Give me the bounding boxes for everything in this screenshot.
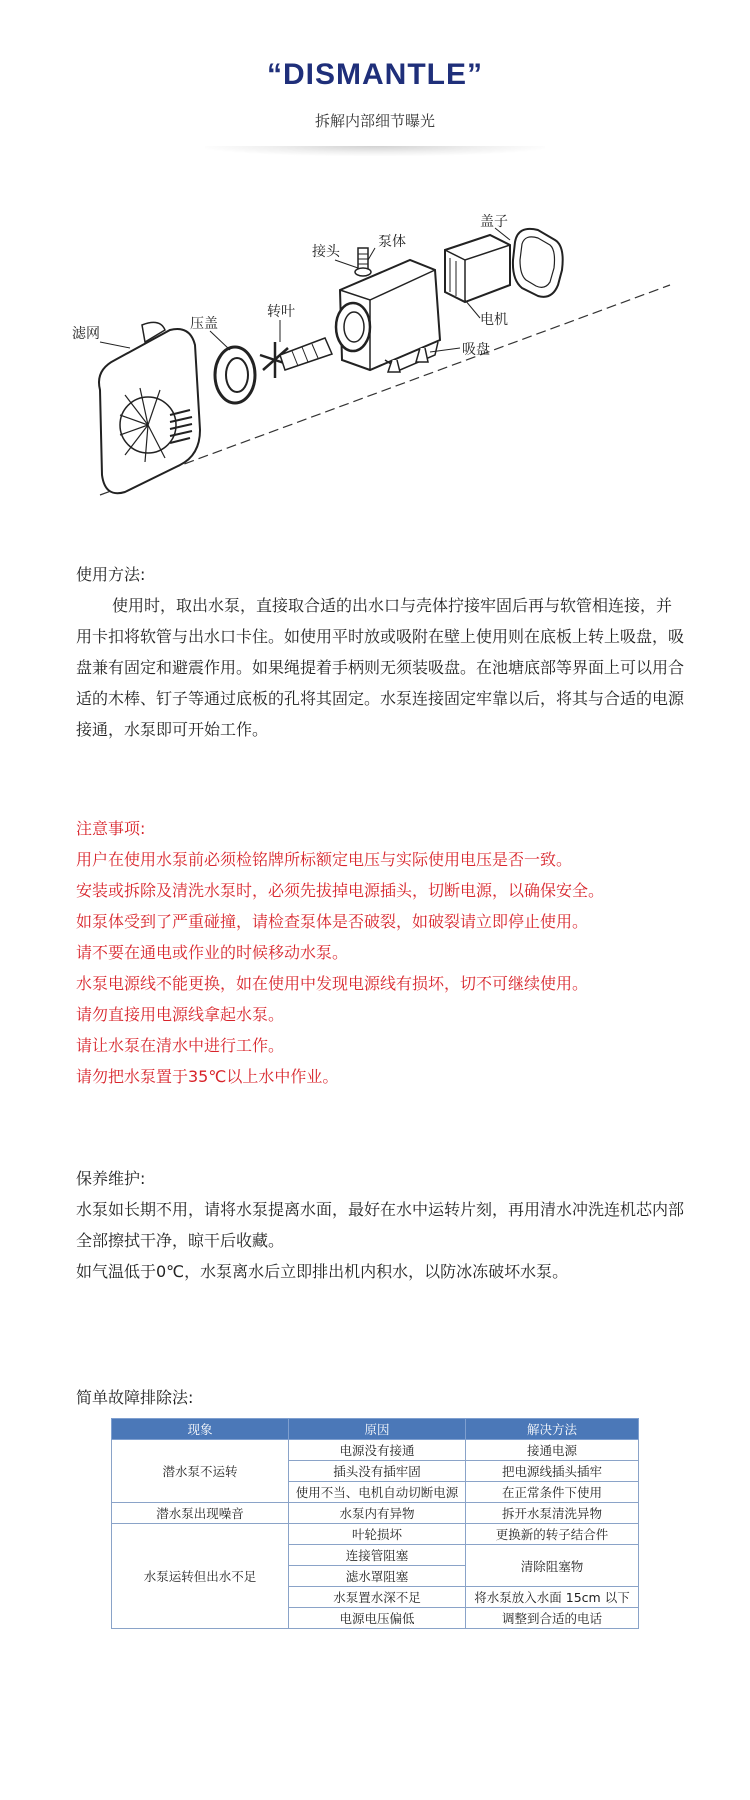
label-impeller: 转叶 <box>267 304 295 320</box>
table-row <box>112 1503 639 1524</box>
solution-cell: 把电源线插头插牢 <box>466 1461 639 1482</box>
label-press-cover: 压盖 <box>190 316 218 332</box>
notes-title: 注意事项: <box>76 819 146 838</box>
filter-screen-part <box>99 322 200 493</box>
page-header <box>0 0 750 160</box>
table-header-row <box>112 1419 639 1440</box>
cause-cell: 滤水罩阻塞 <box>289 1566 466 1587</box>
maintenance-para-2: 如气温低于0℃，水泵离水后立即排出机内积水，以防冰冻破坏水泵。 <box>76 1262 569 1281</box>
table-row <box>112 1524 639 1545</box>
motor-part <box>445 235 510 302</box>
header-cause: 原因 <box>289 1419 466 1440</box>
table-row <box>112 1440 639 1461</box>
cause-cell: 电源没有接通 <box>289 1440 466 1461</box>
usage-text: 使用时，取出水泵，直接取合适的出水口与壳体拧接牢固后再与软管相连接，并用卡扣将软管与出水口卡住。如使用平时放或吸附在壁上使用则在底板上转上吸盘，吸盘兼有固定和避震作用。如果绳提着手柄则无须装吸盘。在池塘底部等界面上可以用合适的木棒、钉子等通过底板的孔将其固定。水泵连接固定牢靠以后，将其与合适的电源接通，水泵即可开始工作。 <box>76 596 685 739</box>
note-line: 请不要在通电或作业的时候移动水泵。 <box>76 943 349 962</box>
cause-cell: 水泵内有异物 <box>289 1503 466 1524</box>
symptom-cell: 潜水泵出现噪音 <box>112 1503 289 1524</box>
solution-cell: 接通电源 <box>466 1440 639 1461</box>
troubleshooting-title: 简单故障排除法: <box>76 1388 194 1407</box>
cause-cell: 叶轮损坏 <box>289 1524 466 1545</box>
cause-cell: 电源电压偏低 <box>289 1608 466 1629</box>
note-line: 请勿把水泵置于35℃以上水中作业。 <box>76 1067 339 1086</box>
troubleshooting-table <box>111 1418 639 1629</box>
solution-cell: 拆开水泵清洗异物 <box>466 1503 639 1524</box>
note-line: 用户在使用水泵前必须检铭牌所标额定电压与实际使用电压是否一致。 <box>76 850 573 869</box>
usage-section <box>76 559 686 745</box>
cause-cell: 插头没有插牢固 <box>289 1461 466 1482</box>
solution-cell: 更换新的转子结合件 <box>466 1524 639 1545</box>
label-pump-body: 泵体 <box>378 234 406 250</box>
press-cover-part <box>215 347 255 403</box>
solution-cell: 调整到合适的电话 <box>466 1608 639 1629</box>
note-line: 水泵电源线不能更换，如在使用中发现电源线有损坏，切不可继续使用。 <box>76 974 589 993</box>
impeller-part <box>260 338 332 378</box>
maintenance-para-1: 水泵如长期不用，请将水泵提离水面，最好在水中运转片刻，再用清水冲洗连机芯内部全部擦拭干净，晾干后收藏。 <box>76 1200 685 1250</box>
label-nozzle: 接头 <box>312 244 340 260</box>
usage-title: 使用方法: <box>76 565 146 584</box>
header-divider-shadow <box>205 146 545 156</box>
header-symptom: 现象 <box>112 1419 289 1440</box>
notes-section <box>76 813 686 1092</box>
note-line: 请让水泵在清水中进行工作。 <box>76 1036 285 1055</box>
label-motor: 电机 <box>480 312 508 328</box>
exploded-pump-diagram <box>70 214 690 530</box>
solution-cell: 在正常条件下使用 <box>466 1482 639 1503</box>
note-line: 请勿直接用电源线拿起水泵。 <box>76 1005 285 1024</box>
label-suction: 吸盘 <box>462 342 490 358</box>
note-line: 如泵体受到了严重碰撞，请检查泵体是否破裂，如破裂请立即停止使用。 <box>76 912 589 931</box>
cause-cell: 水泵置水深不足 <box>289 1587 466 1608</box>
header-solution: 解决方法 <box>466 1419 639 1440</box>
note-line: 安装或拆除及清洗水泵时，必须先拔掉电源插头，切断电源，以确保安全。 <box>76 881 605 900</box>
solution-cell: 清除阻塞物 <box>466 1545 639 1587</box>
symptom-cell: 水泵运转但出水不足 <box>112 1524 289 1629</box>
maintenance-section <box>76 1163 686 1287</box>
cause-cell: 使用不当、电机自动切断电源 <box>289 1482 466 1503</box>
maintenance-title: 保养维护: <box>76 1169 146 1188</box>
solution-cell: 将水泵放入水面 15cm 以下 <box>466 1587 639 1608</box>
page-title: “DISMANTLE” <box>267 58 483 91</box>
symptom-cell: 潜水泵不运转 <box>112 1440 289 1503</box>
cover-part <box>513 229 563 297</box>
label-cover: 盖子 <box>480 214 508 230</box>
cause-cell: 连接管阻塞 <box>289 1545 466 1566</box>
label-filter: 滤网 <box>72 326 100 342</box>
page-subtitle: 拆解内部细节曝光 <box>314 112 435 130</box>
